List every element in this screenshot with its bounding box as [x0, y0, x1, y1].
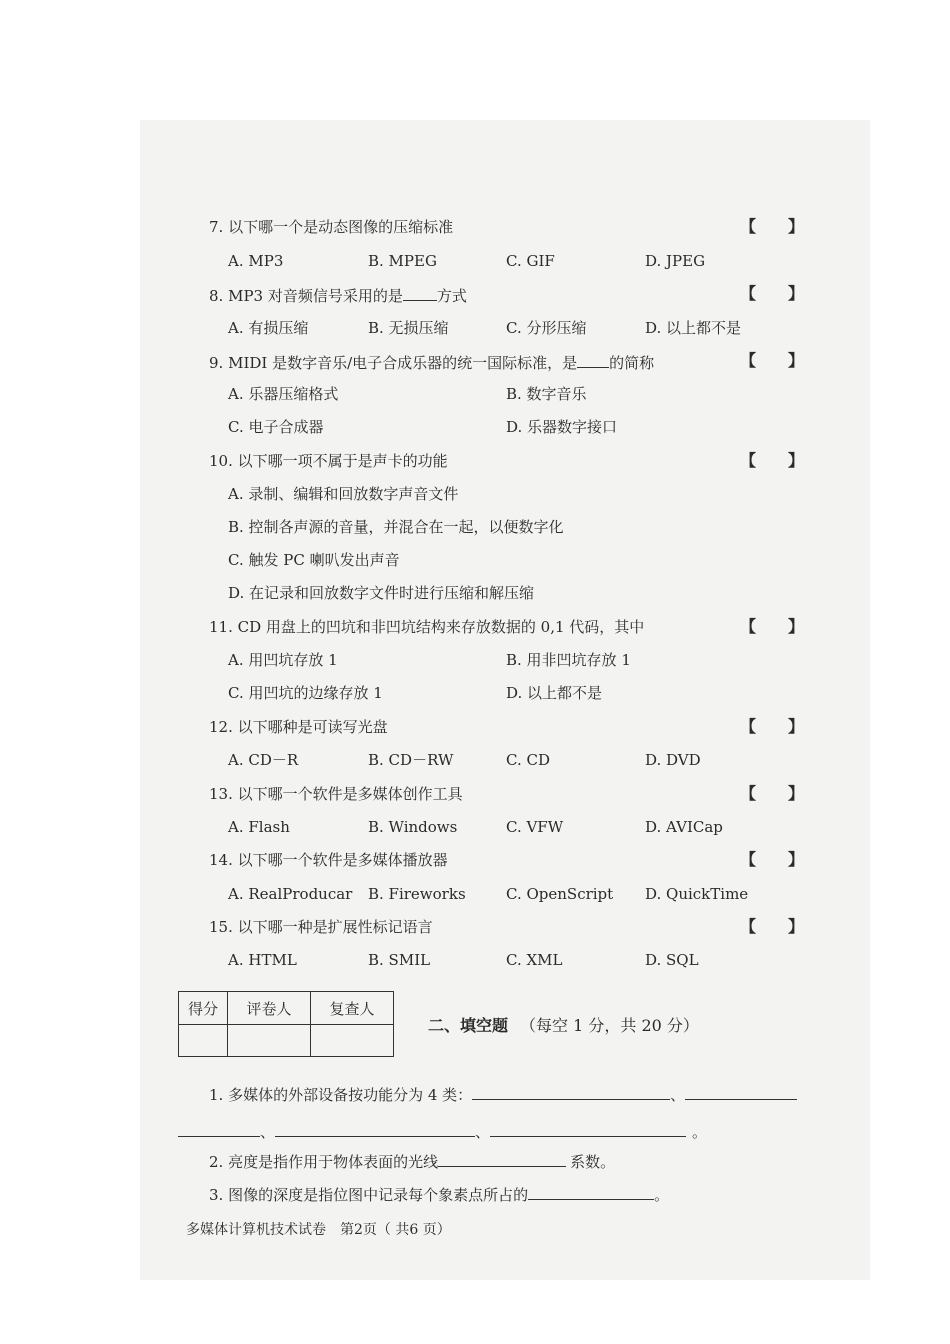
answer-bracket-open: 【 [740, 451, 757, 470]
answer-bracket-open: 【 [740, 217, 757, 236]
option-b: B. 用非凹坑存放 1 [506, 651, 631, 669]
option-c: C. 分形压缩 [506, 319, 587, 337]
section-title [428, 1016, 699, 1036]
option-c: C. OpenScript [506, 885, 614, 903]
score-cell[interactable] [179, 1025, 228, 1057]
answer-bracket-open: 【 [740, 917, 757, 936]
option-d: D. 以上都不是 [645, 319, 742, 337]
fill-question-1 [209, 1083, 797, 1105]
answer-blank[interactable] [472, 1083, 670, 1100]
answer-bracket-open: 【 [740, 850, 757, 869]
answer-bracket-close: 】 [788, 451, 805, 470]
answer-bracket-open: 【 [740, 717, 757, 736]
option-d: D. JPEG [645, 252, 706, 270]
grader-header: 评卷人 [228, 992, 311, 1025]
question-7-stem: 7. 以下哪一个是动态图像的压缩标准 [209, 218, 454, 236]
answer-blank[interactable] [275, 1120, 475, 1137]
question-9-stem-before: 9. MIDI 是数字音乐/电子合成乐器的统一国际标准，是 [209, 354, 578, 372]
fill-question-2-after: 系数。 [570, 1153, 616, 1171]
option-a: A. 录制、编辑和回放数字声音文件 [228, 485, 459, 503]
question-8-stem-after: 方式 [436, 287, 467, 305]
fill-question-2-text: 2. 亮度是指作用于物体表面的光线 [209, 1153, 439, 1171]
option-b: B. 无损压缩 [368, 319, 449, 337]
score-header: 得分 [179, 992, 228, 1025]
question-8-stem-before: 8. MP3 对音频信号采用的是 [209, 287, 403, 305]
option-a: A. 有损压缩 [228, 319, 309, 337]
option-c: C. 触发 PC 喇叭发出声音 [228, 551, 400, 569]
answer-bracket-open: 【 [740, 784, 757, 803]
fill-question-1-line2 [178, 1120, 707, 1142]
option-b: B. SMIL [368, 951, 431, 969]
section-2-note: （每空 1 分，共 20 分） [520, 1016, 699, 1035]
option-b: B. 控制各声源的音量，并混合在一起，以便数字化 [228, 518, 564, 536]
score-table [178, 991, 394, 1057]
option-d: D. 在记录和回放数字文件时进行压缩和解压缩 [228, 584, 535, 602]
reviewer-cell[interactable] [311, 1025, 394, 1057]
answer-bracket-close: 】 [788, 284, 805, 303]
answer-bracket-close: 】 [788, 717, 805, 736]
option-c: C. XML [506, 951, 563, 969]
question-11-stem: 11. CD 用盘上的凹坑和非凹坑结构来存放数据的 0,1 代码，其中 [209, 618, 645, 636]
fill-question-3-after: 。 [654, 1186, 670, 1204]
answer-bracket-open: 【 [740, 617, 757, 636]
option-d: D. 乐器数字接口 [506, 418, 618, 436]
question-14-stem: 14. 以下哪一个软件是多媒体播放器 [209, 851, 448, 869]
punct-dun: 、 [670, 1086, 686, 1104]
option-b: B. Fireworks [368, 885, 466, 903]
answer-bracket-close: 】 [788, 917, 805, 936]
answer-blank [403, 284, 437, 301]
fill-question-3 [209, 1183, 669, 1205]
answer-bracket-close: 】 [788, 850, 805, 869]
fill-question-3-text: 3. 图像的深度是指位图中记录每个象素点所占的 [209, 1186, 529, 1204]
answer-blank[interactable] [528, 1183, 654, 1200]
option-b: B. MPEG [368, 252, 437, 270]
option-d: D. AVICap [645, 818, 723, 836]
option-c: C. CD [506, 751, 550, 769]
option-d: D. 以上都不是 [506, 684, 603, 702]
reviewer-header: 复查人 [311, 992, 394, 1025]
option-a: A. Flash [228, 818, 290, 836]
answer-blank[interactable] [685, 1083, 797, 1100]
option-a: A. HTML [228, 951, 297, 969]
option-c: C. GIF [506, 252, 555, 270]
option-c: C. VFW [506, 818, 564, 836]
answer-bracket-close: 】 [788, 351, 805, 370]
option-d: D. QuickTime [645, 885, 749, 903]
option-d: D. DVD [645, 751, 701, 769]
fill-question-1-text: 1. 多媒体的外部设备按功能分为 4 类： [209, 1086, 473, 1104]
section-2-heading: 二、填空题 [428, 1016, 509, 1035]
question-15-stem: 15. 以下哪一种是扩展性标记语言 [209, 918, 433, 936]
question-13-stem: 13. 以下哪一个软件是多媒体创作工具 [209, 785, 463, 803]
grader-cell[interactable] [228, 1025, 311, 1057]
question-8-stem [209, 284, 467, 306]
answer-bracket-open: 【 [740, 284, 757, 303]
question-10-stem: 10. 以下哪一项不属于是声卡的功能 [209, 452, 448, 470]
question-9-stem-after: 的简称 [609, 354, 655, 372]
answer-bracket-close: 】 [788, 617, 805, 636]
answer-blank[interactable] [490, 1120, 686, 1137]
option-b: B. Windows [368, 818, 458, 836]
fill-question-2 [209, 1150, 615, 1172]
punct-dun: 、 [260, 1123, 276, 1141]
answer-blank [577, 351, 609, 368]
punct-dun: 、 [475, 1123, 491, 1141]
page-footer: 多媒体计算机技术试卷 第2页（ 共6 页） [186, 1222, 451, 1238]
option-c: C. 电子合成器 [228, 418, 324, 436]
option-b: B. 数字音乐 [506, 385, 587, 403]
option-a: A. 乐器压缩格式 [228, 385, 339, 403]
option-a: A. 用凹坑存放 1 [228, 651, 338, 669]
answer-blank[interactable] [438, 1150, 566, 1167]
option-a: A. CD－R [228, 751, 299, 769]
punct-period: 。 [692, 1123, 708, 1141]
answer-bracket-close: 】 [788, 784, 805, 803]
option-d: D. SQL [645, 951, 699, 969]
answer-bracket-close: 】 [788, 217, 805, 236]
answer-blank[interactable] [178, 1120, 260, 1137]
question-12-stem: 12. 以下哪种是可读写光盘 [209, 718, 388, 736]
answer-bracket-open: 【 [740, 351, 757, 370]
option-a: A. MP3 [228, 252, 284, 270]
option-a: A. RealProducar [228, 885, 353, 903]
question-9-stem [209, 351, 654, 373]
option-b: B. CD－RW [368, 751, 454, 769]
option-c: C. 用凹坑的边缘存放 1 [228, 684, 383, 702]
